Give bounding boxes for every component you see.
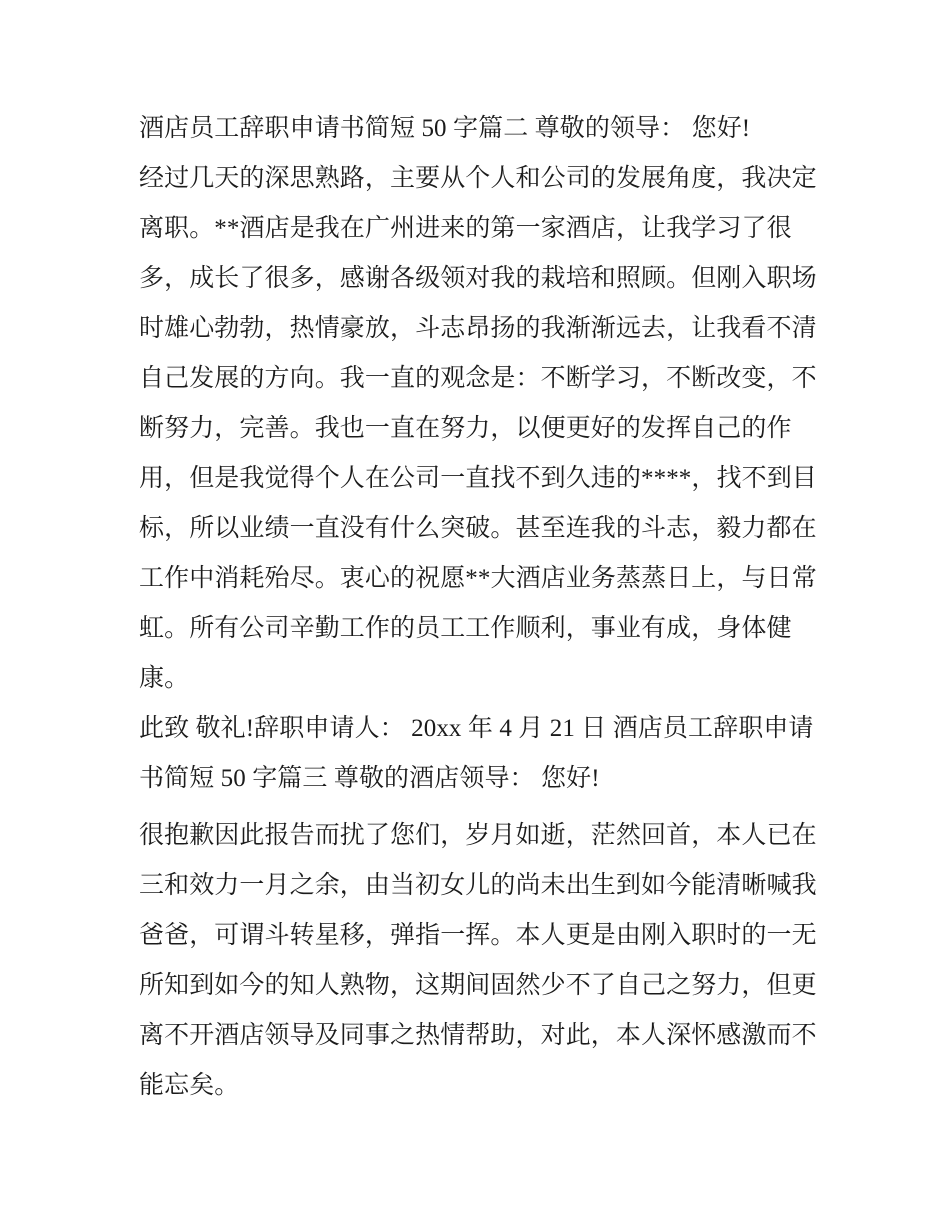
text-line: 工作中消耗殆尽。衷心的祝愿**大酒店业务蒸蒸日上，与日常 (139, 565, 817, 592)
text-line: 自己发展的方向。我一直的观念是：不断学习，不断改变，不 (139, 365, 817, 392)
text-line: 经过几天的深思熟路，主要从个人和公司的发展角度，我决定 (139, 165, 817, 192)
document-text-block (139, 104, 839, 1111)
text-line: 标，所以业绩一直没有什么突破。甚至连我的斗志，毅力都在 (139, 515, 817, 542)
text-line: 所知到如今的知人熟物，这期间固然少不了自己之努力，但更 (139, 972, 817, 999)
text-line: 能忘矣。 (139, 1072, 240, 1099)
text-line: 多，成长了很多，感谢各级领对我的栽培和照顾。但刚入职场 (139, 265, 817, 292)
text-line: 用，但是我觉得个人在公司一直找不到久违的****，找不到目 (139, 465, 817, 492)
text-line: 三和效力一月之余，由当初女儿的尚未出生到如今能清晰喊我 (139, 872, 817, 899)
text-line: 很抱歉因此报告而扰了您们，岁月如逝，茫然回首，本人已在 (139, 822, 817, 849)
text-line: 康。 (139, 665, 190, 692)
text-line-heading-piece-3: 书简短 50 字篇三 尊敬的酒店领导： 您好! (139, 765, 600, 792)
text-line: 时雄心勃勃，热情豪放，斗志昂扬的我渐渐远去，让我看不清 (139, 315, 817, 342)
text-line: 虹。所有公司辛勤工作的员工工作顺利，事业有成，身体健 (139, 615, 792, 642)
text-line-heading-piece-2: 酒店员工辞职申请书简短 50 字篇二 尊敬的领导： 您好! (139, 115, 751, 142)
text-line: 断努力，完善。我也一直在努力，以便更好的发挥自己的作 (139, 415, 792, 442)
text-line: 爸爸，可谓斗转星移，弹指一挥。本人更是由刚入职时的一无 (139, 922, 817, 949)
text-line: 离不开酒店领导及同事之热情帮助，对此，本人深怀感激而不 (139, 1022, 817, 1049)
text-line-closing-piece-2: 此致 敬礼!辞职申请人： 20xx 年 4 月 21 日 酒店员工辞职申请 (139, 715, 814, 742)
text-line: 离职。**酒店是我在广州进来的第一家酒店，让我学习了很 (139, 215, 792, 242)
